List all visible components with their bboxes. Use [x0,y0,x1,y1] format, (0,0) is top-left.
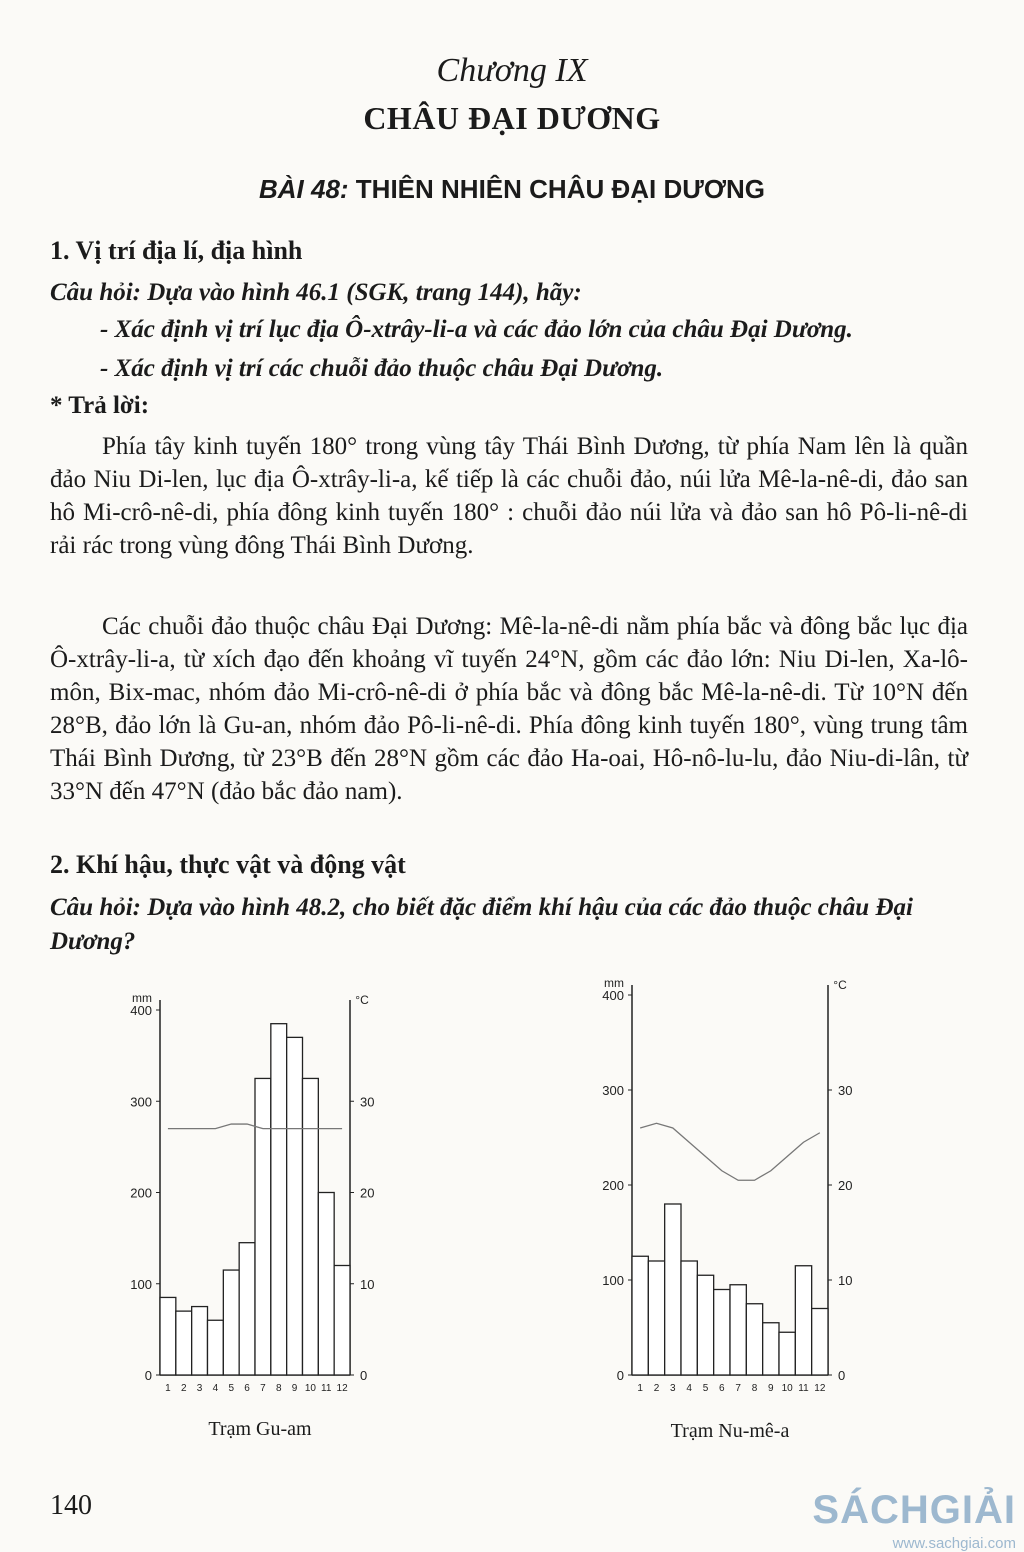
precip-bar [795,1266,811,1375]
right-unit-label: °C [355,993,369,1007]
month-label: 1 [637,1383,643,1394]
precip-bar [223,1270,239,1375]
precip-bar [665,1204,681,1375]
precip-bar [176,1311,192,1375]
section2-question: Câu hỏi: Dựa vào hình 48.2, cho biết đặc điểm khí hậu của các đảo thuộc châu Đại Dương? [50,894,913,955]
answer-paragraph-2: Các chuỗi đảo thuộc châu Đại Dương: Mê-la-nê-di nằm phía bắc và đông bắc lục địa Ô-xtrây-li-a, từ xích đạo đến khoảng vĩ tuyến 24°N, gồm các đảo lớn: Niu Di-len, Xa-lô-môn, Bix-mac, nhóm đảo Mi-crô-nê-di ở phía bắc và đông bắc Mê-la-nê-di. Từ 10°N đến 28°B, đảo lớn là Gu-an, nhóm đảo Pô-li-nê-di. Phía đông kinh tuyến 180°, vùng trung tâm Thái Bình Dương, từ 23°B đến 28°N gồm các đảo Ha-oai, Hô-nô-lu-lu, đảo Niu-di-lân, từ 33°N đến 47°N (đảo bắc đảo nam). [50,613,968,805]
y-tick-label: 100 [130,1276,152,1292]
precip-bar [318,1193,334,1376]
section1-bullet-1: - Xác định vị trí lục địa Ô-xtrây-li-a và các đảo lớn của châu Đại Dương. [100,316,853,343]
y2-tick-label: 10 [360,1276,375,1292]
lesson-name: THIÊN NHIÊN CHÂU ĐẠI DƯƠNG [348,174,765,204]
chapter-label: Chương IX [436,52,588,89]
precip-bar [632,1256,648,1375]
y2-tick-label: 10 [838,1273,853,1288]
month-label: 2 [180,1383,187,1394]
climate-chart-noumea [570,970,870,1400]
month-label: 5 [228,1383,235,1394]
y2-tick-label: 0 [360,1368,368,1383]
month-label: 6 [244,1383,250,1394]
y-tick-label: 300 [130,1094,152,1110]
month-label: 7 [735,1383,741,1394]
y-tick-label: 300 [602,1083,624,1098]
section1-question: Câu hỏi: Dựa vào hình 46.1 (SGK, trang 144), hãy: [50,279,582,306]
month-label: 2 [653,1383,660,1394]
watermark-url: www.sachgiai.com [892,1535,1016,1552]
y2-tick-label: 20 [360,1185,375,1201]
section1-heading: 1. Vị trí địa lí, địa hình [50,236,303,265]
watermark [812,1488,1016,1552]
temperature-line [640,1123,820,1180]
month-label: 4 [212,1383,219,1394]
month-label: 12 [336,1383,348,1394]
y2-tick-label: 20 [838,1178,853,1193]
month-label: 10 [781,1383,793,1394]
section2-heading: 2. Khí hậu, thực vật và động vật [50,850,406,879]
climate-chart-guam [100,985,400,1405]
month-label: 8 [275,1383,282,1394]
month-label: 3 [670,1383,676,1394]
month-label: 1 [165,1383,171,1394]
month-label: 4 [686,1383,692,1394]
precip-bar [334,1266,350,1376]
precip-bar [287,1037,303,1375]
precip-bar [779,1332,795,1375]
precip-bar [746,1304,762,1375]
precip-bar [681,1261,697,1375]
precip-bar [160,1297,176,1375]
y-tick-label: 100 [602,1273,624,1288]
precip-bar [763,1323,779,1375]
month-label: 6 [719,1383,725,1394]
month-label: 3 [196,1383,203,1394]
left-unit-label: mm [604,976,624,990]
precip-bar [714,1290,730,1376]
month-label: 9 [768,1383,774,1394]
y2-tick-label: 30 [360,1094,375,1110]
precip-bar [812,1309,828,1376]
precip-bar [271,1024,287,1375]
y-tick-label: 400 [602,988,624,1003]
y-tick-label: 0 [616,1368,624,1383]
month-label: 5 [702,1383,709,1394]
precip-bar [648,1261,664,1375]
left-unit-label: mm [132,991,152,1005]
precip-bar [192,1307,208,1375]
month-label: 8 [751,1383,758,1394]
y-tick-label: 200 [602,1178,624,1193]
precip-bar [697,1275,713,1375]
chart-caption-noumea: Trạm Nu-mê-a [670,1420,790,1442]
y-tick-label: 200 [130,1185,152,1201]
precip-bar [730,1285,746,1375]
month-label: 11 [798,1383,809,1394]
chapter-title: CHÂU ĐẠI DƯƠNG [363,100,661,136]
y2-tick-label: 30 [838,1083,853,1098]
precip-bar [303,1078,319,1375]
precip-bar [255,1078,271,1375]
answer-label: * Trả lời: [50,392,150,419]
month-label: 9 [291,1383,298,1394]
precip-bar [208,1320,224,1375]
chart-caption-guam: Trạm Gu-am [208,1418,312,1440]
lesson-title [0,174,1024,205]
month-label: 12 [814,1383,826,1394]
month-label: 11 [321,1383,332,1394]
y2-tick-label: 0 [838,1368,846,1383]
page-number: 140 [50,1490,92,1521]
section1-bullet-2: - Xác định vị trí các chuỗi đảo thuộc châu Đại Dương. [100,355,664,382]
right-unit-label: °C [833,978,847,992]
month-label: 7 [260,1383,266,1394]
month-label: 10 [304,1383,316,1394]
precip-bar [239,1243,255,1375]
lesson-prefix: BÀI 48: [259,174,349,204]
watermark-logo: SÁCHGIẢI [812,1488,1016,1532]
y-tick-label: 0 [144,1368,152,1383]
y-tick-label: 400 [130,1003,152,1018]
answer-paragraph-1: Phía tây kinh tuyến 180° trong vùng tây Thái Bình Dương, từ phía Nam lên là quần đảo Niu Di-len, lục địa Ô-xtrây-li-a, kế tiếp là các chuỗi đảo, núi lửa Mê-la-nê-di, đảo san hô Mi-crô-nê-di, phía đông kinh tuyến 180° : chuỗi đảo núi lửa và đảo san hô Pô-li-nê-di rải rác trong vùng đông Thái Bình Dương. [50,433,968,559]
